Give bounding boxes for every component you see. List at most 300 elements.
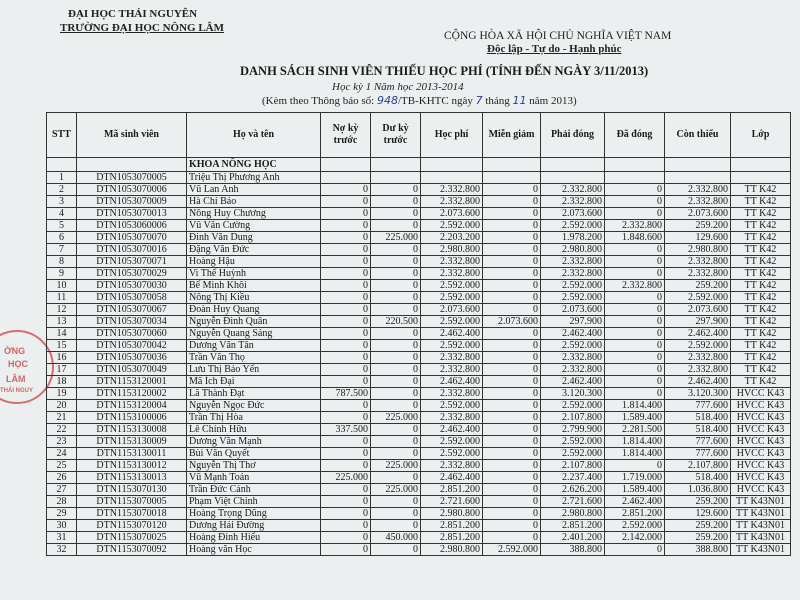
cell-stt: 10: [47, 280, 77, 292]
cell-stt: 2: [47, 184, 77, 196]
cell-remaining: 2.107.800: [665, 460, 731, 472]
cell-exemption: 0: [483, 532, 541, 544]
cell-tuition: 2.592.000: [421, 448, 483, 460]
table-row: [47, 400, 791, 412]
cell-exemption: 0: [483, 256, 541, 268]
cell-full-name: Đoàn Huy Quang: [187, 304, 321, 316]
cell-prior-credit: 0: [371, 280, 421, 292]
cell-prior-debt: 0: [321, 328, 371, 340]
cell-full-name: Vũ Mạnh Toản: [187, 472, 321, 484]
cell-remaining: 2.462.400: [665, 376, 731, 388]
cell-remaining: 388.800: [665, 544, 731, 556]
cell-prior-debt: 0: [321, 352, 371, 364]
cell-full-name: Nông Huy Chương: [187, 208, 321, 220]
cell-student-id: DTN1053070034: [77, 316, 187, 328]
cell-tuition: 2.332.800: [421, 196, 483, 208]
cell-stt: 17: [47, 364, 77, 376]
cell-prior-credit: 0: [371, 388, 421, 400]
cell-student-id: DTN1053070060: [77, 328, 187, 340]
cell-tuition: 2.980.800: [421, 544, 483, 556]
cell-amount-paid: 1.814.400: [605, 436, 665, 448]
cell-remaining: 129.600: [665, 232, 731, 244]
cell-amount-paid: 0: [605, 184, 665, 196]
cell-exemption: 0: [483, 460, 541, 472]
cell-amount-due: 2.626.200: [541, 484, 605, 496]
cell-class: HVCC K43: [731, 484, 791, 496]
cell-amount-due: 2.332.800: [541, 268, 605, 280]
cell-stt: 32: [47, 544, 77, 556]
cell-class: TT K42: [731, 232, 791, 244]
table-row: [47, 376, 791, 388]
cell-exemption: 0: [483, 436, 541, 448]
cell-remaining: 2.980.800: [665, 244, 731, 256]
cell-remaining: 777.600: [665, 400, 731, 412]
table-row: [47, 304, 791, 316]
cell-remaining: 2.332.800: [665, 352, 731, 364]
cell-stt: 9: [47, 268, 77, 280]
cell-prior-debt: 0: [321, 400, 371, 412]
cell-student-id: DTN1053070070: [77, 232, 187, 244]
cell-prior-debt: 0: [321, 244, 371, 256]
cell-amount-due: 2.073.600: [541, 208, 605, 220]
cell-amount-paid: 0: [605, 340, 665, 352]
cell-amount-due: 2.592.000: [541, 220, 605, 232]
cell-student-id: DTN1153070120: [77, 520, 187, 532]
cell-amount-due: 2.107.800: [541, 412, 605, 424]
cell-prior-credit: 0: [371, 400, 421, 412]
cell-class: TT K42: [731, 316, 791, 328]
cell-class: TT K42: [731, 280, 791, 292]
cell-tuition: 2.203.200: [421, 232, 483, 244]
cell-tuition: [421, 172, 483, 184]
cell-class: TT K42: [731, 196, 791, 208]
cell-amount-due: 2.592.000: [541, 448, 605, 460]
cell-remaining: 2.332.800: [665, 184, 731, 196]
cell-amount-due: 2.237.400: [541, 472, 605, 484]
cell-prior-credit: 0: [371, 520, 421, 532]
cell-prior-credit: 0: [371, 256, 421, 268]
cell-prior-debt: 0: [321, 256, 371, 268]
cell-stt: 19: [47, 388, 77, 400]
table-row: [47, 208, 791, 220]
cell-stt: 6: [47, 232, 77, 244]
table-row: [47, 448, 791, 460]
cell-class: TT K42: [731, 340, 791, 352]
cell-amount-due: 2.332.800: [541, 196, 605, 208]
table-row: [47, 172, 791, 184]
cell-class: HVCC K43: [731, 424, 791, 436]
reference-line: [262, 94, 577, 107]
col-header-stt: STT: [47, 113, 77, 158]
cell-tuition: 2.462.400: [421, 424, 483, 436]
cell-stt: 16: [47, 352, 77, 364]
cell-amount-paid: 0: [605, 244, 665, 256]
cell-student-id: DTN1153130008: [77, 424, 187, 436]
cell-remaining: 2.332.800: [665, 268, 731, 280]
cell-class: TT K42: [731, 244, 791, 256]
cell-student-id: DTN1053070009: [77, 196, 187, 208]
table-row: [47, 280, 791, 292]
cell-class: TT K42: [731, 292, 791, 304]
cell-tuition: 2.073.600: [421, 208, 483, 220]
cell-class: HVCC K43: [731, 388, 791, 400]
table-row: [47, 220, 791, 232]
cell-amount-due: 2.462.400: [541, 328, 605, 340]
col-header-exemption: Miễn giảm: [483, 113, 541, 158]
cell-class: TT K42: [731, 268, 791, 280]
cell-tuition: 2.980.800: [421, 244, 483, 256]
cell-full-name: Vũ Lan Anh: [187, 184, 321, 196]
cell-prior-credit: 0: [371, 472, 421, 484]
table-row: [47, 484, 791, 496]
cell-class: TT K42: [731, 208, 791, 220]
cell-full-name: Dương Văn Tân: [187, 340, 321, 352]
cell-amount-paid: 2.281.500: [605, 424, 665, 436]
cell-class: TT K42: [731, 352, 791, 364]
table-row: [47, 472, 791, 484]
cell-student-id: DTN1053070058: [77, 292, 187, 304]
table-row: [47, 412, 791, 424]
cell-student-id: DTN1053070036: [77, 352, 187, 364]
cell-remaining: 2.073.600: [665, 208, 731, 220]
cell-student-id: DTN1053070030: [77, 280, 187, 292]
cell-full-name: Nguyễn Thị Thơ: [187, 460, 321, 472]
cell-exemption: 0: [483, 376, 541, 388]
cell-amount-paid: 0: [605, 196, 665, 208]
cell-exemption: 0: [483, 340, 541, 352]
cell-remaining: 259.200: [665, 220, 731, 232]
table-header-row: [47, 113, 791, 158]
cell-prior-credit: [371, 172, 421, 184]
cell-prior-credit: 225.000: [371, 484, 421, 496]
cell-amount-paid: 1.814.400: [605, 448, 665, 460]
cell-exemption: 0: [483, 280, 541, 292]
cell-prior-debt: 0: [321, 496, 371, 508]
cell-tuition: 2.851.200: [421, 532, 483, 544]
cell-prior-credit: 0: [371, 208, 421, 220]
cell-amount-due: 2.592.000: [541, 400, 605, 412]
table-row: [47, 424, 791, 436]
cell-prior-debt: 0: [321, 436, 371, 448]
cell-tuition: 2.332.800: [421, 460, 483, 472]
cell-class: TT K42: [731, 328, 791, 340]
cell-class: HVCC K43: [731, 436, 791, 448]
cell-stt: 18: [47, 376, 77, 388]
table-row: [47, 268, 791, 280]
cell-full-name: Hoàng Trọng Dũng: [187, 508, 321, 520]
cell-prior-credit: 0: [371, 448, 421, 460]
cell-amount-due: 2.592.000: [541, 292, 605, 304]
cell-exemption: 0: [483, 412, 541, 424]
cell-tuition: 2.592.000: [421, 220, 483, 232]
cell-amount-paid: 2.851.200: [605, 508, 665, 520]
stamp-text-3: LÂM: [6, 374, 26, 384]
cell-student-id: DTN1153070018: [77, 508, 187, 520]
cell-exemption: 0: [483, 400, 541, 412]
cell-amount-due: [541, 172, 605, 184]
stamp-text-2: HỌC: [8, 359, 28, 369]
cell-amount-due: 2.592.000: [541, 280, 605, 292]
cell-tuition: 2.332.800: [421, 388, 483, 400]
cell-prior-debt: 0: [321, 208, 371, 220]
cell-class: TT K43N01: [731, 520, 791, 532]
cell-prior-credit: 225.000: [371, 412, 421, 424]
table-row: [47, 544, 791, 556]
cell-prior-credit: 225.000: [371, 232, 421, 244]
table-row: [47, 364, 791, 376]
cell-prior-credit: 220.500: [371, 316, 421, 328]
cell-remaining: 2.592.000: [665, 292, 731, 304]
cell-amount-paid: 1.719.000: [605, 472, 665, 484]
cell-remaining: 3.120.300: [665, 388, 731, 400]
cell-amount-paid: 2.592.000: [605, 520, 665, 532]
cell-stt: 1: [47, 172, 77, 184]
cell-tuition: 2.592.000: [421, 316, 483, 328]
cell-stt: 3: [47, 196, 77, 208]
col-header-class: Lớp: [731, 113, 791, 158]
cell-class: HVCC K43: [731, 400, 791, 412]
cell-class: [731, 172, 791, 184]
table-row: [47, 520, 791, 532]
cell-exemption: 0: [483, 292, 541, 304]
cell-remaining: 2.073.600: [665, 304, 731, 316]
cell-full-name: Đinh Văn Dung: [187, 232, 321, 244]
cell-prior-debt: 0: [321, 316, 371, 328]
cell-full-name: Vũ Văn Cường: [187, 220, 321, 232]
cell-full-name: Phạm Việt Chinh: [187, 496, 321, 508]
cell-prior-debt: 0: [321, 544, 371, 556]
cell-tuition: 2.721.600: [421, 496, 483, 508]
cell-full-name: Triệu Thị Phương Anh: [187, 172, 321, 184]
cell-amount-due: 3.120.300: [541, 388, 605, 400]
cell-amount-paid: 0: [605, 460, 665, 472]
cell-remaining: 518.400: [665, 472, 731, 484]
cell-amount-paid: 0: [605, 376, 665, 388]
cell-prior-debt: 0: [321, 184, 371, 196]
cell-prior-credit: 0: [371, 340, 421, 352]
cell-amount-paid: 1.848.600: [605, 232, 665, 244]
cell-remaining: 259.200: [665, 280, 731, 292]
cell-prior-credit: 0: [371, 508, 421, 520]
cell-amount-due: 2.332.800: [541, 364, 605, 376]
cell-prior-credit: 0: [371, 436, 421, 448]
cell-amount-due: 1.978.200: [541, 232, 605, 244]
motto: Độc lập - Tự do - Hạnh phúc: [487, 43, 622, 55]
cell-remaining: 777.600: [665, 436, 731, 448]
cell-class: HVCC K43: [731, 460, 791, 472]
cell-tuition: 2.592.000: [421, 436, 483, 448]
cell-amount-due: 2.592.000: [541, 436, 605, 448]
cell-student-id: DTN1153130012: [77, 460, 187, 472]
cell-student-id: DTN1153130009: [77, 436, 187, 448]
cell-exemption: 0: [483, 424, 541, 436]
cell-amount-paid: 2.332.800: [605, 220, 665, 232]
cell-tuition: 2.592.000: [421, 280, 483, 292]
cell-full-name: Nông Thị Kiều: [187, 292, 321, 304]
cell-stt: 8: [47, 256, 77, 268]
cell-prior-credit: 0: [371, 424, 421, 436]
col-header-amount-due: Phải đóng: [541, 113, 605, 158]
cell-exemption: 0: [483, 508, 541, 520]
cell-prior-debt: 0: [321, 196, 371, 208]
cell-stt: 4: [47, 208, 77, 220]
col-header-prior-debt: Nợ kỳ trước: [321, 113, 371, 158]
cell-stt: 28: [47, 496, 77, 508]
cell-prior-debt: 0: [321, 520, 371, 532]
cell-student-id: DTN1153070025: [77, 532, 187, 544]
cell-prior-credit: 0: [371, 496, 421, 508]
table-row: [47, 352, 791, 364]
cell-tuition: 2.462.400: [421, 376, 483, 388]
cell-remaining: 2.332.800: [665, 256, 731, 268]
cell-tuition: 2.592.000: [421, 400, 483, 412]
cell-stt: 12: [47, 304, 77, 316]
table-row: [47, 460, 791, 472]
cell-tuition: 2.462.400: [421, 472, 483, 484]
cell-tuition: 2.332.800: [421, 256, 483, 268]
ref-suffix: năm 2013): [529, 95, 577, 107]
cell-full-name: Trần Thị Hòa: [187, 412, 321, 424]
cell-amount-due: 388.800: [541, 544, 605, 556]
cell-tuition: 2.980.800: [421, 508, 483, 520]
ref-month: 11: [512, 94, 527, 107]
cell-amount-paid: 2.462.400: [605, 496, 665, 508]
cell-prior-debt: 225.000: [321, 472, 371, 484]
cell-exemption: 0: [483, 196, 541, 208]
cell-full-name: Hoàng Hậu: [187, 256, 321, 268]
cell-student-id: DTN1053070029: [77, 268, 187, 280]
cell-amount-paid: 0: [605, 328, 665, 340]
cell-exemption: [483, 172, 541, 184]
cell-remaining: 129.600: [665, 508, 731, 520]
cell-exemption: 2.073.600: [483, 316, 541, 328]
cell-full-name: Hà Chí Bảo: [187, 196, 321, 208]
cell-full-name: Vi Thế Huỳnh: [187, 268, 321, 280]
cell-remaining: 518.400: [665, 412, 731, 424]
university-name: ĐẠI HỌC THÁI NGUYÊN: [68, 8, 198, 20]
school-name: TRƯỜNG ĐẠI HỌC NÔNG LÂM: [60, 22, 224, 34]
cell-tuition: 2.332.800: [421, 364, 483, 376]
cell-amount-due: 2.721.600: [541, 496, 605, 508]
cell-amount-paid: 2.142.000: [605, 532, 665, 544]
cell-remaining: 518.400: [665, 424, 731, 436]
cell-exemption: 0: [483, 304, 541, 316]
cell-stt: 29: [47, 508, 77, 520]
cell-class: TT K43N01: [731, 496, 791, 508]
cell-stt: 15: [47, 340, 77, 352]
cell-prior-debt: 0: [321, 232, 371, 244]
cell-tuition: 2.592.000: [421, 292, 483, 304]
cell-remaining: 259.200: [665, 496, 731, 508]
cell-tuition: 2.332.800: [421, 412, 483, 424]
cell-class: TT K42: [731, 256, 791, 268]
table-row: [47, 496, 791, 508]
semester-line: Học kỳ 1 Năm học 2013-2014: [332, 81, 464, 93]
cell-prior-debt: 0: [321, 364, 371, 376]
cell-amount-paid: 0: [605, 292, 665, 304]
cell-prior-debt: 337.500: [321, 424, 371, 436]
cell-prior-debt: [321, 172, 371, 184]
table-row: [47, 532, 791, 544]
cell-stt: 7: [47, 244, 77, 256]
col-header-remaining: Còn thiếu: [665, 113, 731, 158]
cell-stt: 5: [47, 220, 77, 232]
cell-amount-paid: 2.332.800: [605, 280, 665, 292]
cell-amount-due: 2.462.400: [541, 376, 605, 388]
cell-stt: 11: [47, 292, 77, 304]
cell-full-name: Dương Hải Đường: [187, 520, 321, 532]
cell-full-name: Hoàng Đình Hiếu: [187, 532, 321, 544]
table-row: [47, 232, 791, 244]
cell-tuition: 2.332.800: [421, 352, 483, 364]
cell-amount-paid: 0: [605, 268, 665, 280]
cell-exemption: 0: [483, 268, 541, 280]
cell-prior-debt: 0: [321, 532, 371, 544]
cell-student-id: DTN1053070013: [77, 208, 187, 220]
cell-prior-credit: 0: [371, 244, 421, 256]
cell-full-name: Nguyễn Đình Quân: [187, 316, 321, 328]
stamp-text-4: THÁI NGUY: [0, 388, 33, 394]
cell-student-id: DTN1153120004: [77, 400, 187, 412]
cell-class: TT K42: [731, 364, 791, 376]
cell-tuition: 2.462.400: [421, 328, 483, 340]
col-header-full-name: Họ và tên: [187, 113, 321, 158]
cell-student-id: DTN1053070005: [77, 172, 187, 184]
cell-tuition: 2.332.800: [421, 184, 483, 196]
cell-prior-credit: 0: [371, 184, 421, 196]
cell-student-id: DTN1153120001: [77, 376, 187, 388]
cell-amount-paid: 0: [605, 304, 665, 316]
cell-stt: 25: [47, 460, 77, 472]
cell-student-id: DTN1153130013: [77, 472, 187, 484]
table-row: [47, 340, 791, 352]
cell-prior-credit: 0: [371, 364, 421, 376]
cell-full-name: Bùi Văn Quyết: [187, 448, 321, 460]
cell-prior-debt: 0: [321, 448, 371, 460]
ref-prefix: (Kèm theo Thông báo số:: [262, 95, 375, 107]
cell-student-id: DTN1153100006: [77, 412, 187, 424]
cell-full-name: Đặng Văn Đức: [187, 244, 321, 256]
cell-exemption: 0: [483, 352, 541, 364]
cell-amount-paid: 0: [605, 388, 665, 400]
cell-prior-debt: 0: [321, 280, 371, 292]
table-row: [47, 244, 791, 256]
cell-amount-paid: 1.589.400: [605, 484, 665, 496]
cell-amount-paid: 1.589.400: [605, 412, 665, 424]
cell-remaining: 259.200: [665, 520, 731, 532]
cell-tuition: 2.592.000: [421, 340, 483, 352]
cell-prior-debt: 0: [321, 268, 371, 280]
cell-full-name: Lưu Thị Bảo Yến: [187, 364, 321, 376]
cell-remaining: [665, 172, 731, 184]
cell-class: TT K43N01: [731, 532, 791, 544]
cell-amount-paid: 0: [605, 544, 665, 556]
cell-amount-paid: 0: [605, 316, 665, 328]
table-row: [47, 508, 791, 520]
cell-stt: 24: [47, 448, 77, 460]
cell-student-id: DTN1153130011: [77, 448, 187, 460]
cell-student-id: DTN1153070092: [77, 544, 187, 556]
cell-amount-paid: 0: [605, 364, 665, 376]
cell-stt: 14: [47, 328, 77, 340]
cell-amount-due: 2.980.800: [541, 244, 605, 256]
cell-exemption: 0: [483, 328, 541, 340]
cell-prior-debt: 0: [321, 340, 371, 352]
cell-full-name: Lê Chính Hữu: [187, 424, 321, 436]
section-title: KHOA NÔNG HỌC: [187, 158, 321, 172]
cell-prior-credit: 0: [371, 220, 421, 232]
col-header-tuition: Học phí: [421, 113, 483, 158]
